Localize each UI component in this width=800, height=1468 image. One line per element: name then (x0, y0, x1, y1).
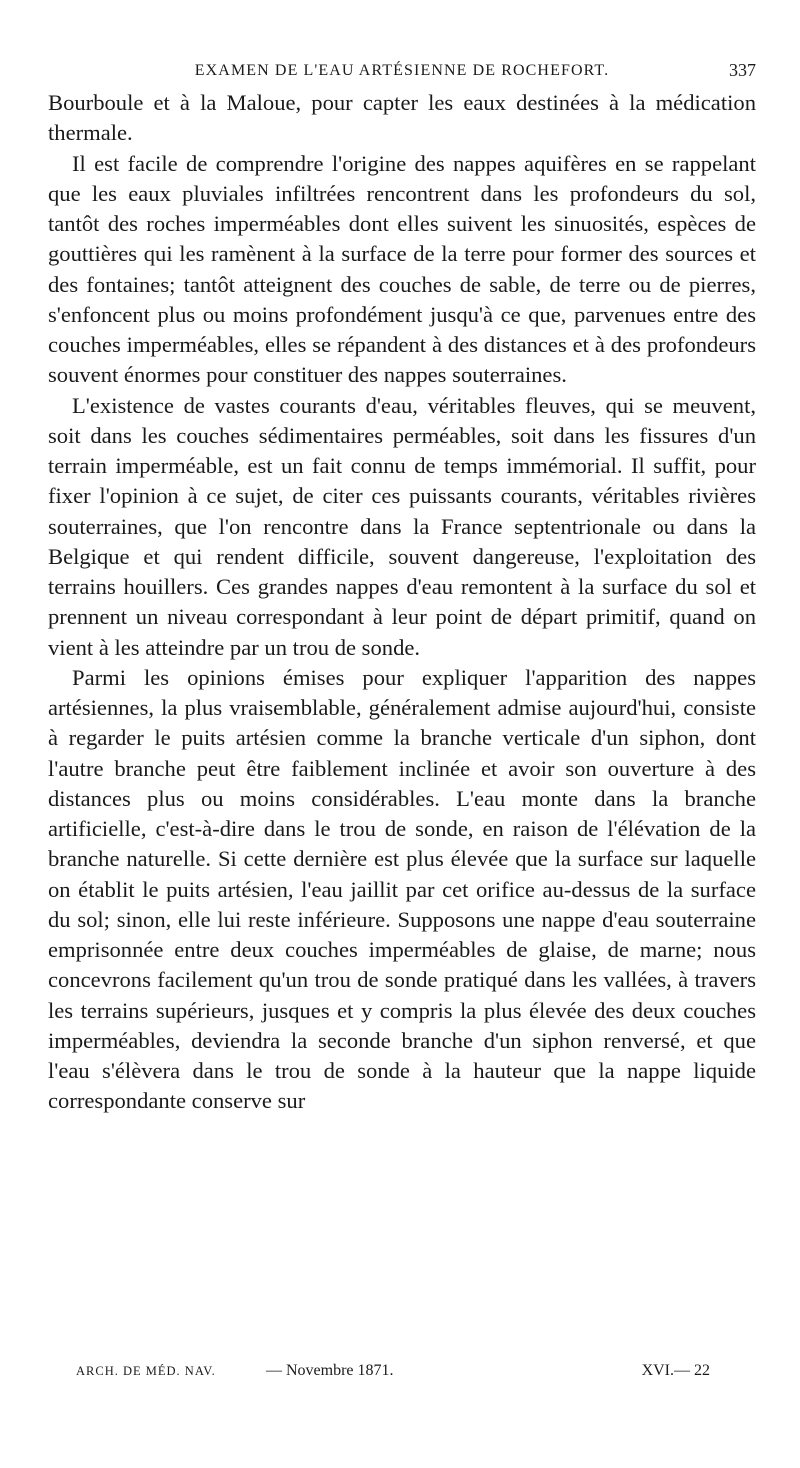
paragraph-siphon-theory: Parmi les opinions émises pour expliquer l'apparition des nappes artésiennes, la plus vraisemblable, généralement admise aujourd'hui, consiste à regarder le puits artésien comme la branche verticale d'un siphon, dont l'autre branche peut être faiblement inclinée et avoir son ouverture à des distances plus ou moins considérables. L'eau monte dans la branche artificielle, c'est-à-dire dans le trou de sonde, en raison de l'élévation de la branche naturelle. Si cette dernière est plus élevée que la surface sur laquelle on établit le puits artésien, l'eau jaillit par cet orifice au-dessus de la surface du sol; sinon, elle lui reste inférieure. Supposons une nappe d'eau souterraine emprisonnée entre deux couches imperméables de glaise, de marne; nous concevrons facilement qu'un trou de sonde pratiqué dans les vallées, à travers les terrains supérieurs, jusques et y compris la plus élevée des deux couches imperméables, deviendra la seconde branche d'un siphon renversé, et que l'eau s'élèvera dans le trou de sonde à la hauteur que la nappe liquide correspondante conserve sur (48, 664, 756, 1114)
footer-signature: XVI.— 22 (641, 1362, 710, 1379)
paragraph-courants-souterrains: L'existence de vastes courants d'eau, véritables fleuves, qui se meuvent, soit dans les couches sédimentaires perméables, soit dans les fissures d'un terrain imperméable, est un fait connu de temps immémorial. Il suffit, pour fixer l'opinion à ce sujet, de citer ces puissants courants, véritables rivières souterraines, que l'on rencontre dans la France septentrionale ou dans la Belgique et qui rendent difficile, souvent dangereuse, l'exploitation des terrains houillers. Ces grandes nappes d'eau remontent à la surface du sol et prennent un niveau correspondant à leur point de départ primitif, quand on vient à les atteindre par un trou de sonde. (48, 392, 756, 660)
paragraph-nappes-aquiferes: Il est facile de comprendre l'origine des nappes aquifères en se rappelant que les eaux pluviales infiltrées rencontrent dans les profondeurs du sol, tantôt des roches imperméables dont elles suivent les sinuosités, espèces de gouttières qui les ramènent à la surface de la terre pour former des sources et des fontaines; tantôt atteignent des couches de sable, de terre ou de pierres, s'enfoncent plus ou moins profondément jusqu'à ce que, parvenues entre des couches imperméables, elles se répandent à des distances et à des profondeurs souvent énormes pour constituer des nappes souterraines. (48, 150, 756, 388)
footer-date: — Novembre 1871. (266, 1362, 394, 1379)
page-number: 337 (729, 60, 756, 80)
running-title: EXAMEN DE L'EAU ARTÉSIENNE DE ROCHEFORT. (194, 62, 610, 79)
page (48, 52, 756, 1117)
running-head (48, 52, 756, 86)
footer-journal: ARCH. DE MÉD. NAV. (76, 1364, 216, 1378)
body-text (48, 88, 756, 1117)
paragraph-continuation: Bourboule et à la Maloue, pour capter les eaux destinées à la médication thermale. (48, 90, 756, 146)
page-footer (76, 1362, 710, 1386)
